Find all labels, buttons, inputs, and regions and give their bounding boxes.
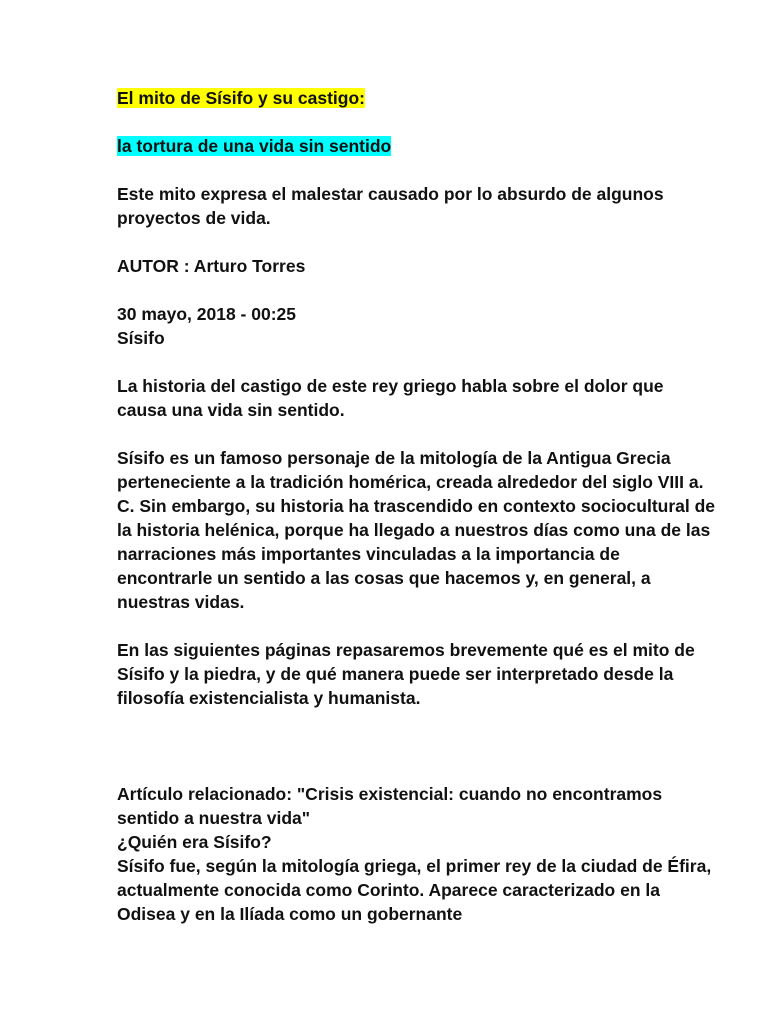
section-question: ¿Quién era Sísifo? [117, 832, 272, 852]
title-line-2 [117, 134, 717, 158]
section-label: Sísifo [117, 328, 165, 348]
paragraph-1: La historia del castigo de este rey griego habla sobre el dolor que causa una vida sin sentido. [117, 376, 664, 420]
intro-paragraph: Este mito expresa el malestar causado por lo absurdo de algunos proyectos de vida. [117, 184, 664, 228]
title-line-1 [117, 86, 717, 110]
paragraph-3: En las siguientes páginas repasaremos brevemente qué es el mito de Sísifo y la piedra, y de qué manera puede ser interpretado desde la filosofía existencialista y humanista. [117, 640, 695, 708]
title-line-1-text: El mito de Sísifo y su castigo: [117, 88, 365, 108]
author-line: AUTOR : Arturo Torres [117, 256, 306, 276]
document-page [117, 86, 717, 926]
title-line-2-text: la tortura de una vida sin sentido [117, 136, 392, 156]
paragraph-2: Sísifo es un famoso personaje de la mitología de la Antigua Grecia perteneciente a la tradición homérica, creada alrededor del siglo VIII a. C. Sin embargo, su historia ha trascendido en contexto sociocultural de la historia helénica, porque ha llegado a nuestros días como una de las narraciones más importantes vinculadas a la importancia de encontrarle un sentido a las cosas que hacemos y, en general, a nuestras vidas. [117, 448, 716, 612]
related-article: Artículo relacionado: "Crisis existencial: cuando no encontramos sentido a nuestra vida" [117, 784, 663, 828]
paragraph-4: Sísifo fue, según la mitología griega, el primer rey de la ciudad de Éfira, actualmente conocida como Corinto. Aparece caracterizado en la Odisea y en la Ilíada como un gobernante [117, 856, 712, 924]
date-line: 30 mayo, 2018 - 00:25 [117, 304, 297, 324]
